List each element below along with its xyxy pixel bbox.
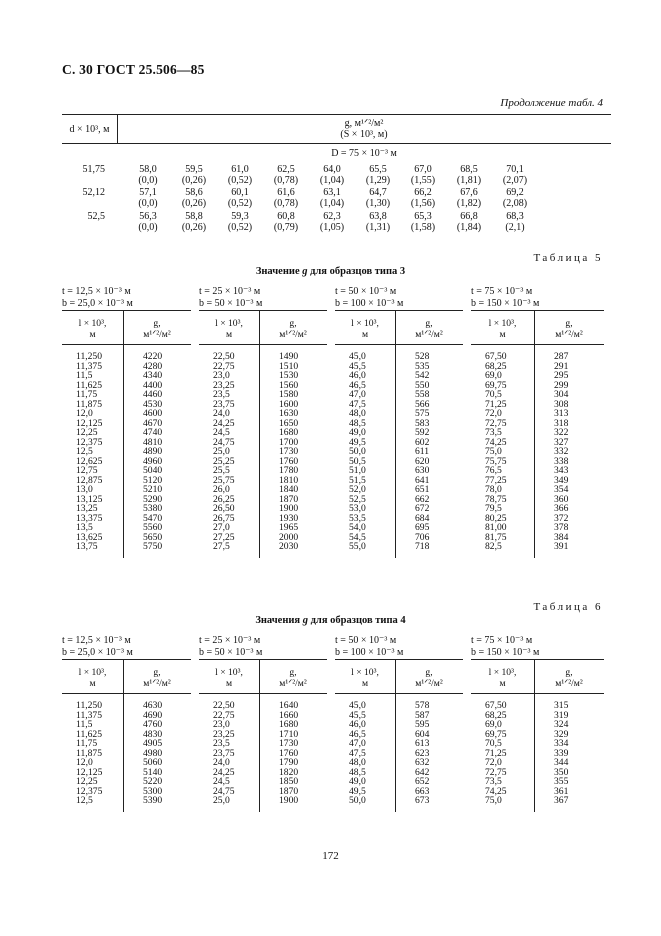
col-values-g: 1490 1510 1530 1560 1580 1600 1630 1650 1680 1700 1730 1760 1780 1810 1840 1870 1900 1930 1965 2000 2030 — [279, 351, 299, 552]
rule-line — [335, 659, 463, 660]
t4-cell-s: (1,04) — [319, 175, 345, 186]
col-header-g: g, м¹ᐟ²/м² — [143, 318, 171, 340]
rule-line — [62, 693, 191, 694]
rule-line — [335, 344, 463, 345]
rule-line — [199, 693, 327, 694]
t4-col2-header: g, м¹ᐟ²/м² — [344, 118, 384, 129]
t4-cell-value: 57,1 — [139, 187, 157, 198]
t4-cell-value: 65,5 — [369, 164, 387, 175]
group-param-b: b = 50 × 10⁻³ м — [199, 298, 263, 309]
rule-line — [471, 344, 604, 345]
table-6-label: Таблица 6 — [533, 601, 603, 613]
col-values-l: 22,50 22,75 23,0 23,25 23,5 23,75 24,0 24,25 24,5 24,75 25,0 — [213, 700, 235, 806]
t4-col2-subheader: (S × 10³, м) — [340, 129, 388, 140]
t4-cell-value: 60,8 — [277, 211, 295, 222]
t4-cell-s: (1,31) — [365, 222, 391, 233]
page-header: С. 30 ГОСТ 25.506—85 — [62, 62, 205, 77]
t4-cell-value: 70,1 — [506, 164, 524, 175]
rule-line — [471, 693, 604, 694]
t4-cell-s: (0,79) — [273, 222, 299, 233]
group-param-t: t = 25 × 10⁻³ м — [199, 635, 261, 646]
col-header-g: g, м¹ᐟ²/м² — [415, 667, 443, 689]
col-header-l: l × 10³, м — [351, 318, 379, 340]
col-header-g: g, м¹ᐟ²/м² — [279, 318, 307, 340]
group-param-b: b = 150 × 10⁻³ м — [471, 647, 540, 658]
col-values-g: 578 587 595 604 613 623 632 642 652 663 673 — [415, 700, 430, 806]
t4-cell-s: (2,1) — [505, 222, 525, 233]
group-param-b: b = 50 × 10⁻³ м — [199, 647, 263, 658]
t4-cell-value: 63,1 — [323, 187, 341, 198]
group-param-t: t = 25 × 10⁻³ м — [199, 286, 261, 297]
col-values-l: 67,50 68,25 69,0 69,75 70,5 71,25 72,0 72,75 73,5 74,25 75,0 — [485, 700, 507, 806]
group-param-t: t = 75 × 10⁻³ м — [471, 635, 533, 646]
col-values-l: 45,0 45,5 46,0 46,5 47,0 47,5 48,0 48,5 49,0 49,5 50,0 50,5 51,0 51,5 52,0 52,5 53,0 53,5 54,0 54,5 55,0 — [349, 351, 366, 552]
col-header-l: l × 10³, м — [351, 667, 379, 689]
col-values-g: 287 291 295 299 304 308 313 318 322 327 332 338 343 349 354 360 366 372 378 384 391 — [554, 351, 569, 552]
col-values-g: 4630 4690 4760 4830 4905 4980 5060 5140 5220 5300 5390 — [143, 700, 163, 806]
t4-cell-value: 69,2 — [506, 187, 524, 198]
t4-cell-s: (0,78) — [273, 198, 299, 209]
t4-row-d: 52,5 — [87, 211, 105, 222]
column-divider — [534, 310, 535, 558]
t4-cell-value: 63,8 — [369, 211, 387, 222]
t4-cell-s: (0,26) — [181, 222, 207, 233]
table-6-title: Значения g для образцов типа 4 — [255, 615, 406, 626]
group-param-b: b = 100 × 10⁻³ м — [335, 298, 404, 309]
t4-cell-s: (0,0) — [138, 222, 158, 233]
t4-cell-s: (1,58) — [410, 222, 436, 233]
t4-cell-value: 58,0 — [139, 164, 157, 175]
t4-cell-value: 64,7 — [369, 187, 387, 198]
t4-cell-s: (1,56) — [410, 198, 436, 209]
col-values-g: 1640 1660 1680 1710 1730 1760 1790 1820 1850 1870 1900 — [279, 700, 299, 806]
t4-cell-value: 66,8 — [460, 211, 478, 222]
column-divider — [259, 310, 260, 558]
t4-cell-s: (1,81) — [456, 175, 482, 186]
rule-line — [199, 344, 327, 345]
t4-cell-s: (0,26) — [181, 198, 207, 209]
rule-line — [62, 310, 191, 311]
page-number: 172 — [322, 850, 339, 862]
t4-col1-header: d × 10³, м — [69, 124, 110, 135]
col-header-l: l × 10³, м — [488, 318, 517, 340]
t4-cell-value: 61,6 — [277, 187, 295, 198]
t4-cell-value: 58,8 — [185, 211, 203, 222]
rule-line — [199, 310, 327, 311]
t4-cell-value: 68,3 — [506, 211, 524, 222]
t4-cell-value: 68,5 — [460, 164, 478, 175]
t4-cell-s: (1,29) — [365, 175, 391, 186]
col-header-g: g, м¹ᐟ²/м² — [555, 318, 583, 340]
col-values-l: 11,250 11,375 11,5 11,625 11,75 11,875 12,0 12,125 12,25 12,375 12,5 — [76, 700, 103, 806]
col-header-l: l × 10³, м — [215, 667, 243, 689]
table-5-label: Таблица 5 — [533, 252, 603, 264]
column-divider — [123, 310, 124, 558]
group-param-t: t = 50 × 10⁻³ м — [335, 635, 397, 646]
t4-cell-s: (0,78) — [273, 175, 299, 186]
group-param-t: t = 12,5 × 10⁻³ м — [62, 286, 131, 297]
col-header-l: l × 10³, м — [78, 667, 107, 689]
t4-cell-s: (1,04) — [319, 198, 345, 209]
group-param-t: t = 50 × 10⁻³ м — [335, 286, 397, 297]
table-5-title: Значение g для образцов типа 3 — [255, 266, 406, 277]
t4-cell-s: (2,08) — [502, 198, 528, 209]
rule-line — [335, 693, 463, 694]
col-values-l: 67,50 68,25 69,0 69,75 70,5 71,25 72,0 72,75 73,5 74,25 75,0 75,75 76,5 77,25 78,0 78,75 79,5 80,25 81,00 81,75 82,5 — [485, 351, 507, 552]
group-param-b: b = 25,0 × 10⁻³ м — [62, 298, 133, 309]
t4-cell-value: 60,1 — [231, 187, 249, 198]
t4-cell-s: (0,26) — [181, 175, 207, 186]
col-values-l: 22,50 22,75 23,0 23,25 23,5 23,75 24,0 24,25 24,5 24,75 25,0 25,25 25,5 25,75 26,0 26,25 26,50 26,75 27,0 27,25 27,5 — [213, 351, 235, 552]
rule-line — [471, 659, 604, 660]
col-values-l: 11,250 11,375 11,5 11,625 11,75 11,875 12,0 12,125 12,25 12,375 12,5 12,625 12,75 12,875 13,0 13,125 13,25 13,375 13,5 13,625 13,75 — [76, 351, 103, 552]
col-header-l: l × 10³, м — [78, 318, 107, 340]
t4-cell-value: 61,0 — [231, 164, 249, 175]
t4-cell-s: (2,07) — [502, 175, 528, 186]
t4-cell-s: (0,52) — [227, 175, 253, 186]
rule-line — [62, 344, 191, 345]
rule-line — [471, 310, 604, 311]
t4-cell-value: 67,0 — [414, 164, 432, 175]
col-header-g: g, м¹ᐟ²/м² — [279, 667, 307, 689]
t4-cell-value: 59,3 — [231, 211, 249, 222]
col-header-g: g, м¹ᐟ²/м² — [143, 667, 171, 689]
t4-cell-value: 62,5 — [277, 164, 295, 175]
t4-cell-value: 58,6 — [185, 187, 203, 198]
t4-cell-value: 66,2 — [414, 187, 432, 198]
continuation-label: Продолжение табл. 4 — [500, 97, 603, 109]
rule-line — [62, 659, 191, 660]
rule-line — [335, 310, 463, 311]
col-values-g: 315 319 324 329 334 339 344 350 355 361 367 — [554, 700, 569, 806]
t4-cell-s: (1,84) — [456, 222, 482, 233]
t4-cell-s: (0,0) — [138, 175, 158, 186]
t4-d-subheader: D = 75 × 10⁻³ м — [331, 148, 397, 159]
t4-cell-value: 56,3 — [139, 211, 157, 222]
t4-cell-value: 62,3 — [323, 211, 341, 222]
t4-cell-s: (0,52) — [227, 222, 253, 233]
t4-cell-s: (0,0) — [138, 198, 158, 209]
t4-cell-s: (0,52) — [227, 198, 253, 209]
col-values-g: 4220 4280 4340 4400 4460 4530 4600 4670 4740 4810 4890 4960 5040 5120 5210 5290 5380 5470 5560 5650 5750 — [143, 351, 163, 552]
rule-line — [199, 659, 327, 660]
t4-cell-value: 59,5 — [185, 164, 203, 175]
col-values-l: 45,0 45,5 46,0 46,5 47,0 47,5 48,0 48,5 49,0 49,5 50,0 — [349, 700, 366, 806]
col-header-g: g, м¹ᐟ²/м² — [555, 667, 583, 689]
group-param-b: b = 25,0 × 10⁻³ м — [62, 647, 133, 658]
col-values-g: 528 535 542 550 558 566 575 583 592 602 611 620 630 641 651 662 672 684 695 706 718 — [415, 351, 430, 552]
group-param-b: b = 150 × 10⁻³ м — [471, 298, 540, 309]
col-header-l: l × 10³, м — [488, 667, 517, 689]
group-param-b: b = 100 × 10⁻³ м — [335, 647, 404, 658]
t4-row-d: 52,12 — [82, 187, 105, 198]
t4-cell-s: (1,55) — [410, 175, 436, 186]
col-header-l: l × 10³, м — [215, 318, 243, 340]
group-param-t: t = 12,5 × 10⁻³ м — [62, 635, 131, 646]
col-header-g: g, м¹ᐟ²/м² — [415, 318, 443, 340]
t4-cell-s: (1,30) — [365, 198, 391, 209]
column-divider — [395, 310, 396, 558]
t4-cell-value: 67,6 — [460, 187, 478, 198]
t4-cell-value: 64,0 — [323, 164, 341, 175]
t4-cell-s: (1,05) — [319, 222, 345, 233]
t4-row-d: 51,75 — [82, 164, 105, 175]
group-param-t: t = 75 × 10⁻³ м — [471, 286, 533, 297]
t4-cell-s: (1,82) — [456, 198, 482, 209]
t4-cell-value: 65,3 — [414, 211, 432, 222]
